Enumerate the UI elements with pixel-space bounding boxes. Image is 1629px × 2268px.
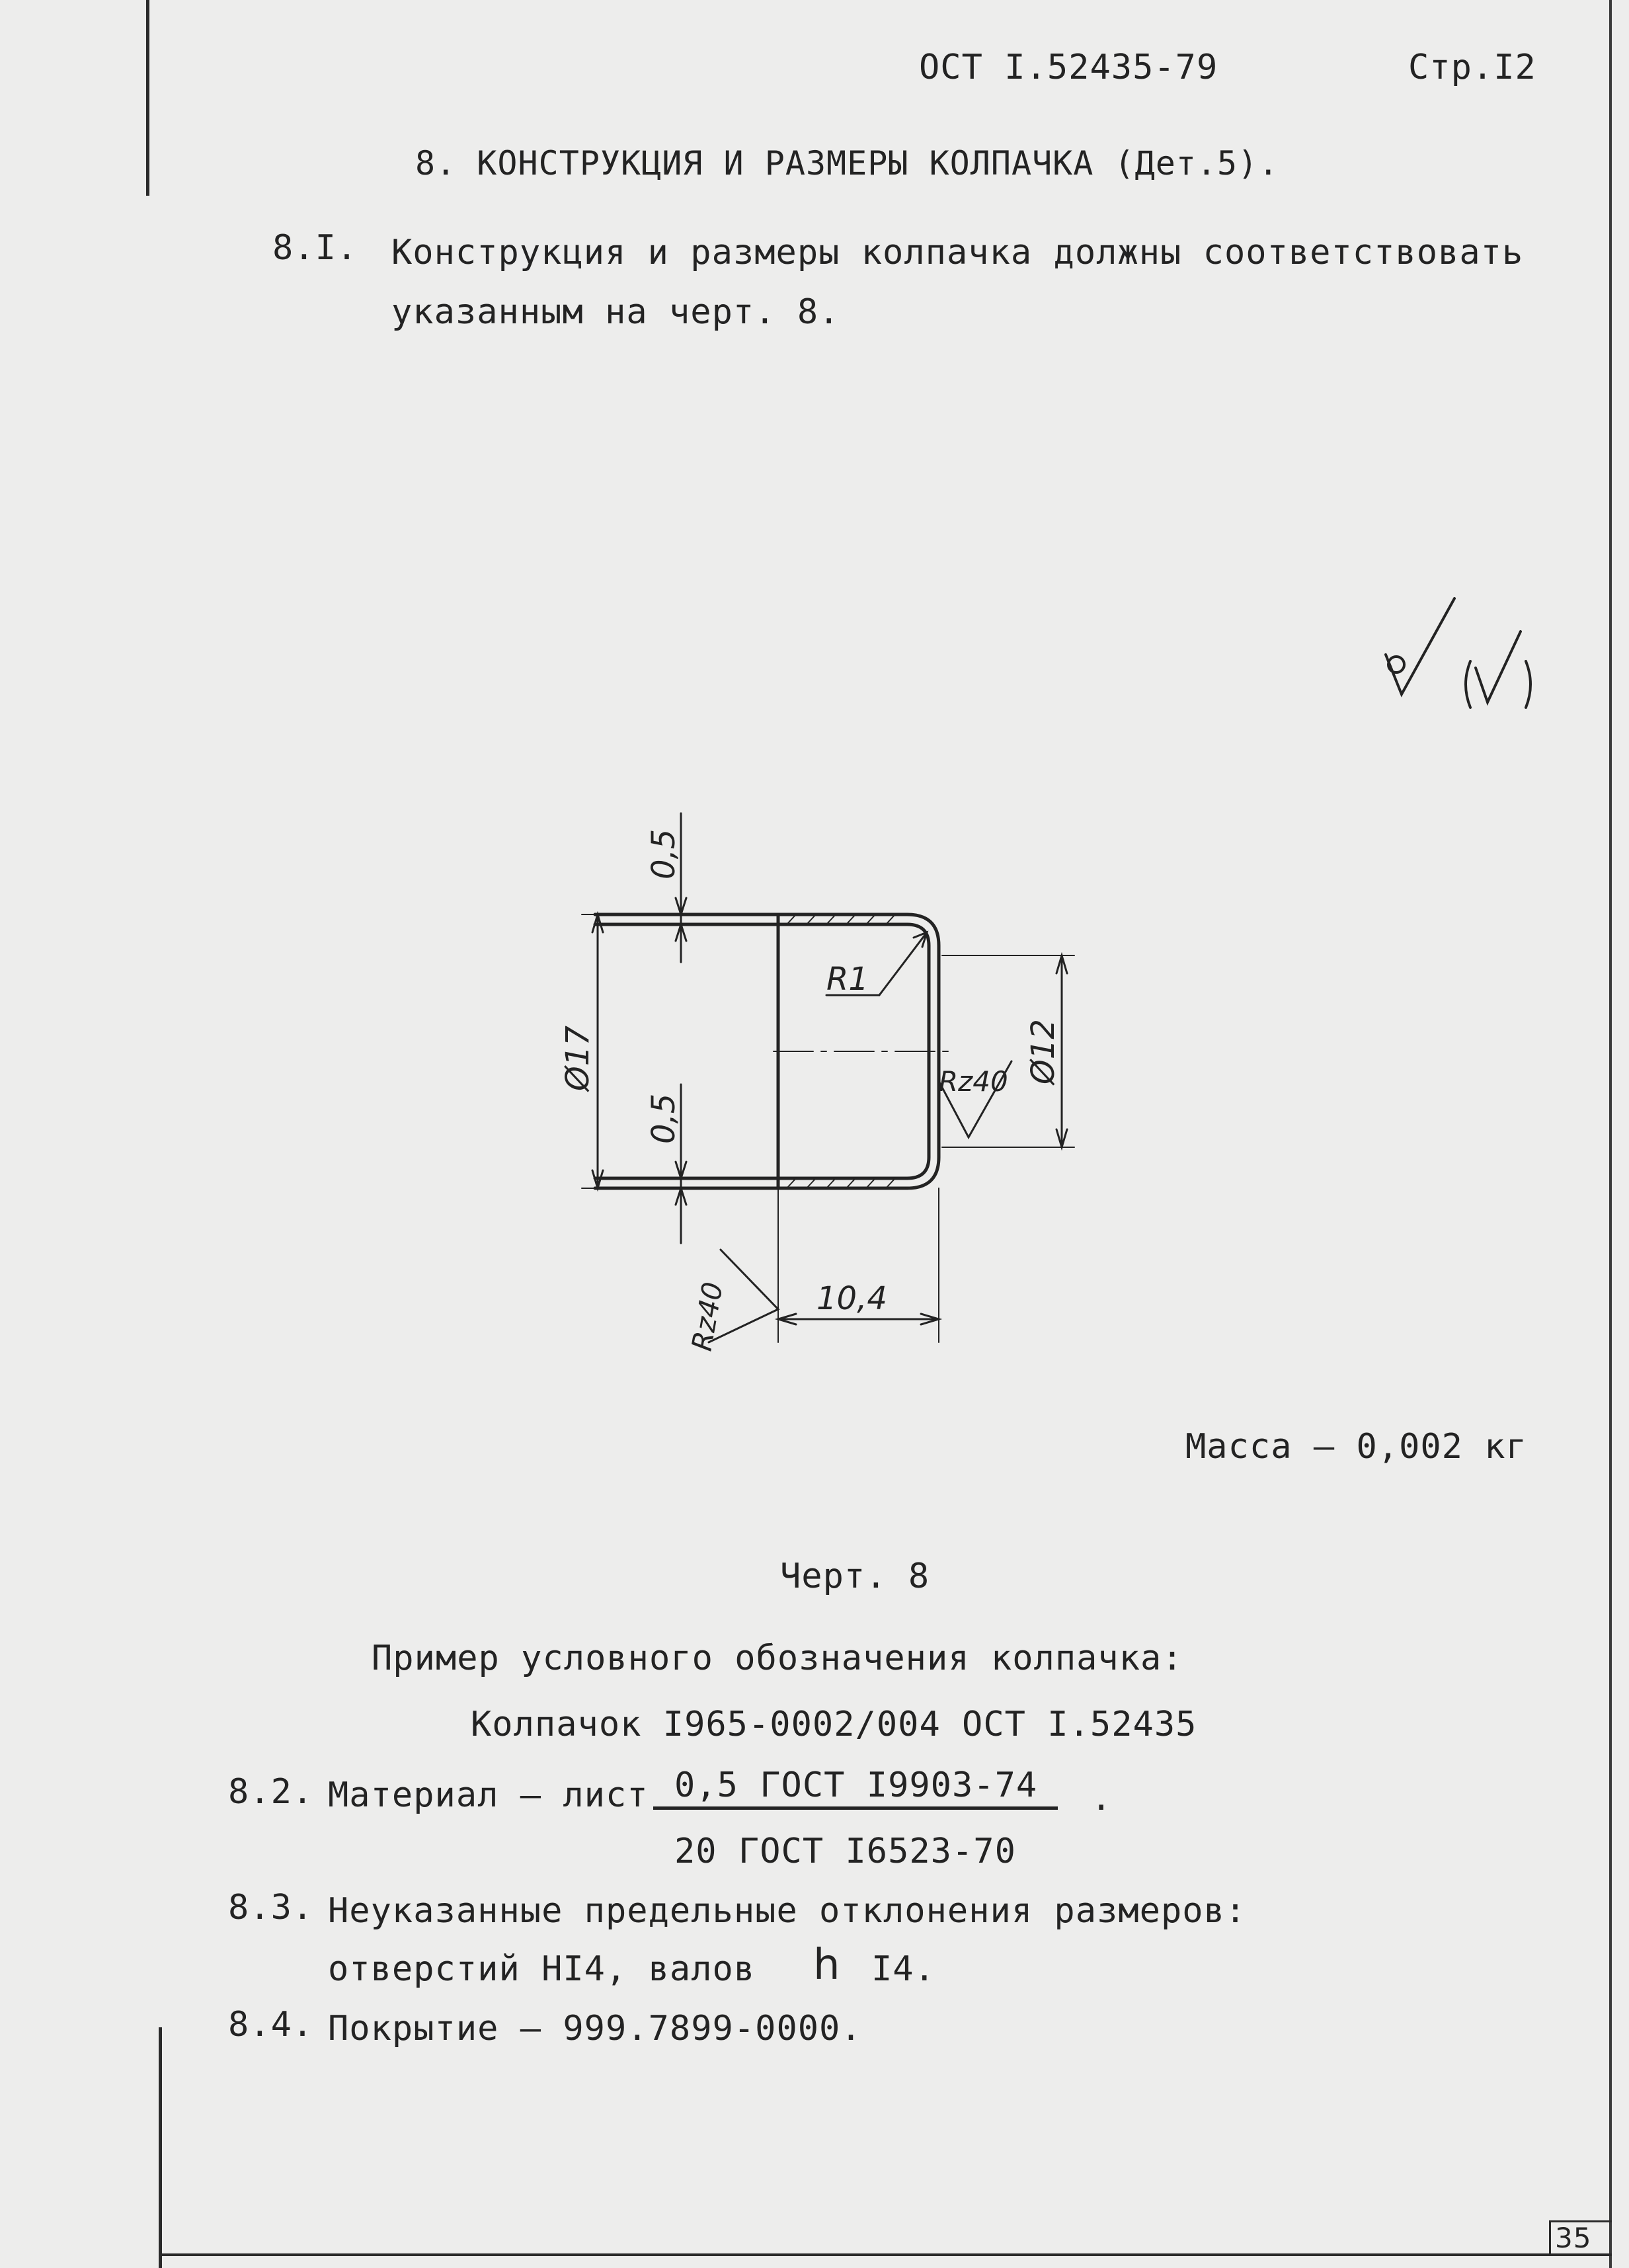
dim-thickness-top-text: 0,5 xyxy=(645,829,682,879)
drawing-caption: Черт. 8 xyxy=(780,1557,930,1596)
clause-8-3-line-2-start: отверстий HI4, валов xyxy=(328,1949,756,1989)
clause-8-3-line-1: Неуказанные предельные отклонения размеров: xyxy=(328,1891,1247,1931)
clause-8-3-line-2-end: I4. xyxy=(871,1949,935,1989)
clause-8-4-text: Покрытие – 999.7899-0000. xyxy=(328,2009,862,2048)
dim-roughness-edge-text: Rz40 xyxy=(685,1279,730,1354)
fraction-trailing-dot: . xyxy=(1091,1779,1113,1818)
clause-8-3-handwritten-h: h xyxy=(813,1941,841,1990)
clause-8-1-line-1: Конструкция и размеры колпачка должны соответствовать xyxy=(391,233,1524,272)
material-fraction-numerator: 0,5 ГОСТ I9903-74 xyxy=(674,1765,1038,1805)
clause-8-2-text: Материал – лист xyxy=(328,1775,649,1815)
fraction-bar xyxy=(653,1806,1058,1810)
example-title: Пример условного обозначения колпачка: xyxy=(372,1639,1183,1678)
clause-8-1-line-2: указанным на черт. 8. xyxy=(391,292,840,332)
page-number: 35 xyxy=(1555,2222,1592,2254)
example-designation: Колпачок I965-0002/004 ОСТ I.52435 xyxy=(471,1705,1197,1744)
mass-label: Масса – 0,002 кг xyxy=(1185,1427,1527,1467)
clause-8-2-number: 8.2. xyxy=(228,1772,314,1812)
dim-inner-diameter-text: Ø12 xyxy=(1025,1019,1062,1084)
material-fraction-denominator: 20 ГОСТ I6523-70 xyxy=(674,1832,1016,1871)
dim-radius-text: R1 xyxy=(826,961,869,998)
roughness-symbol-icon xyxy=(1386,598,1530,708)
dim-roughness-end-text: Rz40 xyxy=(939,1065,1008,1098)
section-heading: 8. КОНСТРУКЦИЯ И РАЗМЕРЫ КОЛПАЧКА (Дет.5). xyxy=(415,144,1279,182)
clause-8-4-number: 8.4. xyxy=(228,2005,314,2045)
dim-thickness-bottom-text: 0,5 xyxy=(645,1093,682,1144)
dim-outer-diameter-text: Ø17 xyxy=(559,1026,596,1091)
document-code: ОСТ I.52435-79 xyxy=(919,48,1218,87)
clause-8-3-number: 8.3. xyxy=(228,1888,314,1927)
dimension-length xyxy=(778,1188,939,1342)
clause-8-1-number: 8.I. xyxy=(272,228,358,268)
dim-length-text: 10,4 xyxy=(816,1280,887,1317)
page-label: Стр.I2 xyxy=(1408,48,1536,87)
